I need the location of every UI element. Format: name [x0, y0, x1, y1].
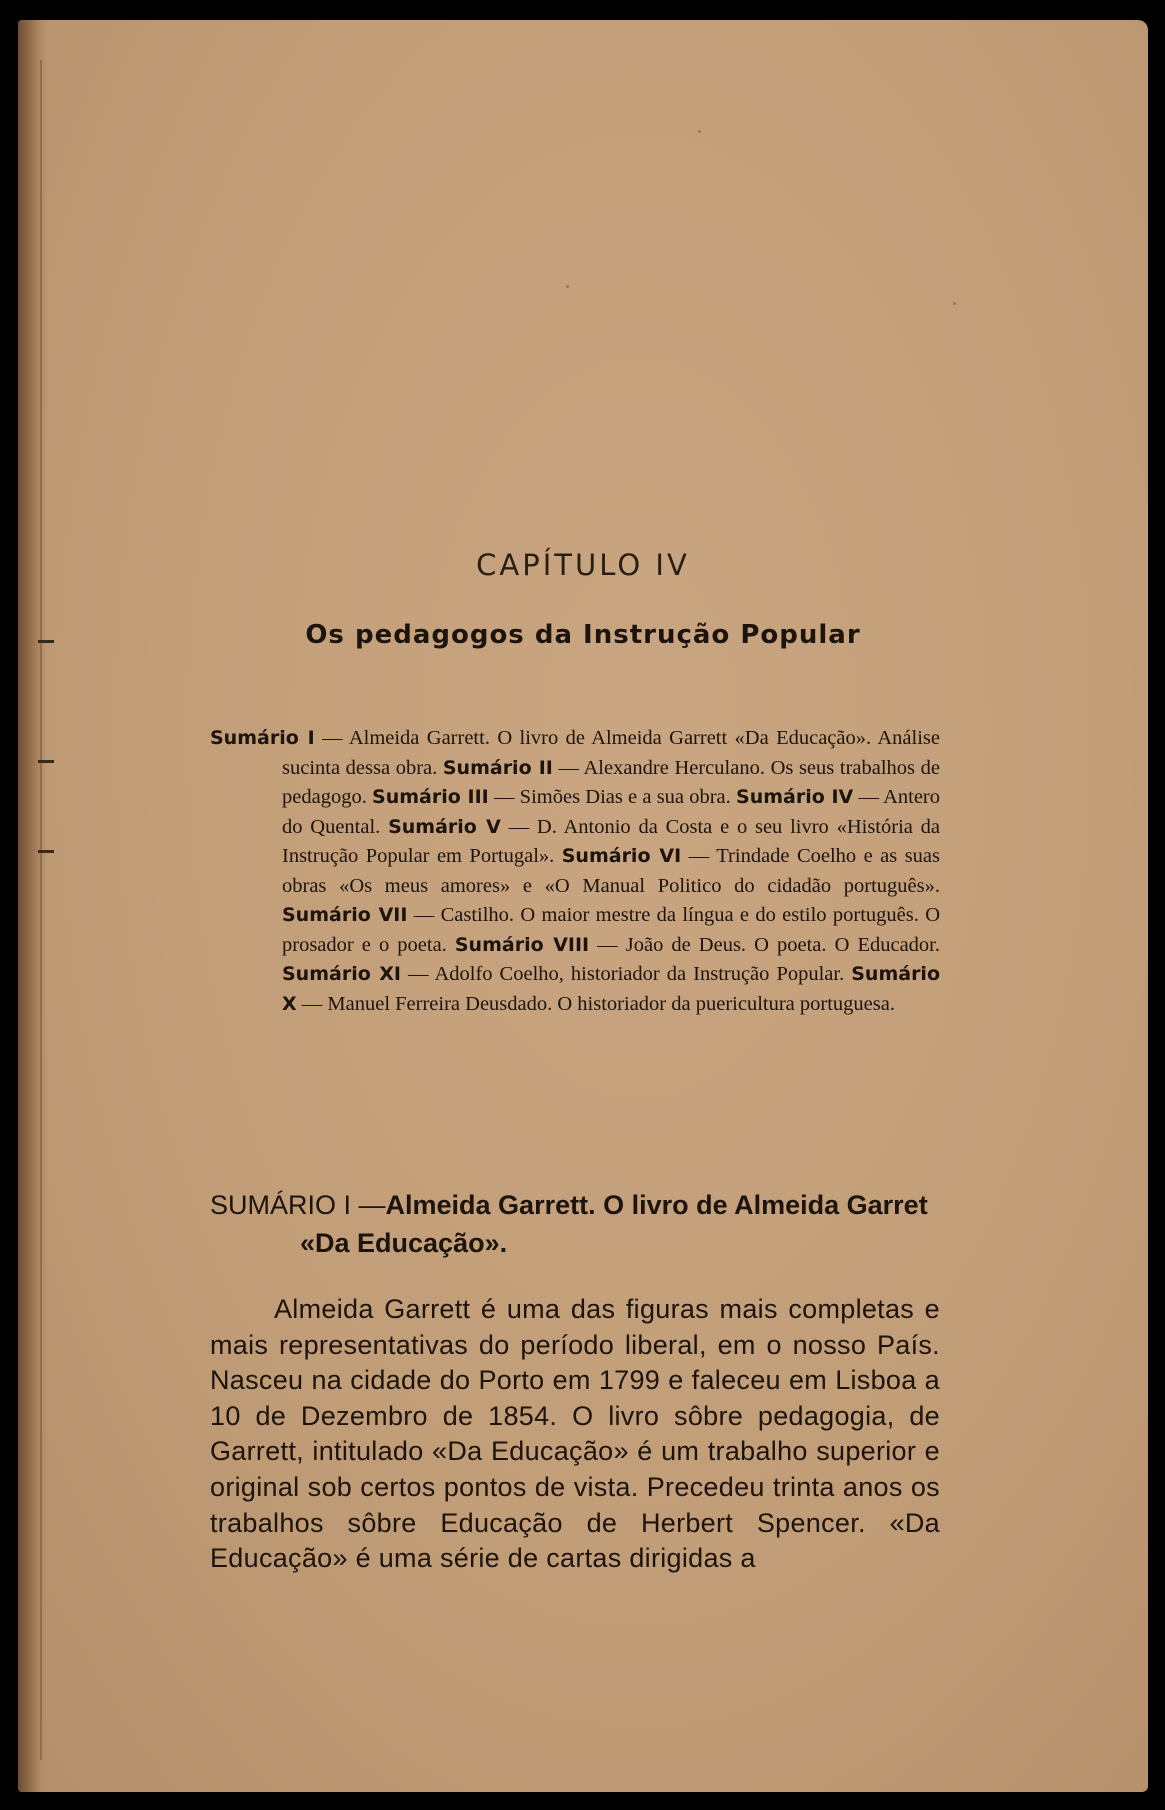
summary-keyword: Sumário VIII	[454, 933, 590, 956]
section-heading	[210, 1186, 950, 1262]
body-paragraph: Almeida Garrett é uma das figuras mais completas e mais representativas do período liberal, em o nosso País. Nasceu na cidade do Porto em 1799 e faleceu em Lisboa a 10 de Dezembro de 1854. O livro sôbre pedagogia, de Garrett, intitulado «Da Educação» é um trabalho superior e original sob certos pontos de vista. Precedeu trinta anos os trabalhos sôbre Educação de Herbert Spencer. «Da Educação» é uma série de cartas dirigidas a	[210, 1294, 940, 1574]
binding-line	[40, 60, 42, 1760]
chapter-summary	[210, 724, 940, 1019]
book-page	[18, 20, 1148, 1792]
summary-text: — Trindade Coelho e as suas obras «Os meus amores» e «O Manual Politico do cidadão português».	[282, 845, 941, 897]
section-title: Almeida Garrett. O livro de Almeida Garret «Da Educação».	[300, 1190, 928, 1258]
summary-text: — D. Antonio da Costa e o seu livro «História da Instrução Popular em Portugal».	[282, 815, 941, 867]
paper-speck	[566, 285, 569, 288]
summary-text: — Alexandre Herculano. Os seus trabalhos de pedagogo.	[282, 756, 940, 808]
chapter-subtitle: Os pedagogos da Instrução Popular	[305, 620, 861, 650]
summary-text: — João de Deus. O poeta. O Educador.	[589, 933, 940, 956]
summary-keyword: Sumário II	[442, 756, 553, 779]
summary-text: — Antero do Quental.	[282, 786, 940, 838]
paper-speck	[953, 302, 956, 305]
summary-keyword: Sumário XI	[282, 963, 402, 985]
summary-keyword: Sumário VII	[282, 904, 408, 926]
summary-text: — Castilho. O maior mestre da língua e do estilo português. O prosador e o poeta.	[282, 904, 940, 956]
summary-keyword: Sumário III	[372, 786, 489, 808]
chapter-title: CAPÍTULO IV	[476, 548, 690, 582]
binding-edge	[18, 20, 48, 1792]
summary-keyword: Sumário V	[388, 815, 501, 838]
summary-keyword: Sumário VI	[561, 845, 682, 867]
summary-text: — Simões Dias e a sua obra.	[488, 786, 737, 808]
summary-keyword: Sumário IV	[736, 786, 854, 808]
paper-speck	[698, 130, 701, 133]
summary-keyword: Sumário I	[210, 727, 315, 749]
summary-keyword: Sumário X	[282, 963, 940, 1015]
summary-text: — Manuel Ferreira Deusdado. O historiador da puericultura portuguesa.	[296, 992, 895, 1015]
section-label: SUMÁRIO I —	[210, 1190, 386, 1220]
summary-text: — Almeida Garrett. O livro de Almeida Garrett «Da Educação». Análise sucinta dessa obra.	[282, 727, 940, 779]
summary-text: — Adolfo Coelho, historiador da Instrução Popular.	[401, 963, 852, 985]
binding-marks	[38, 640, 58, 900]
